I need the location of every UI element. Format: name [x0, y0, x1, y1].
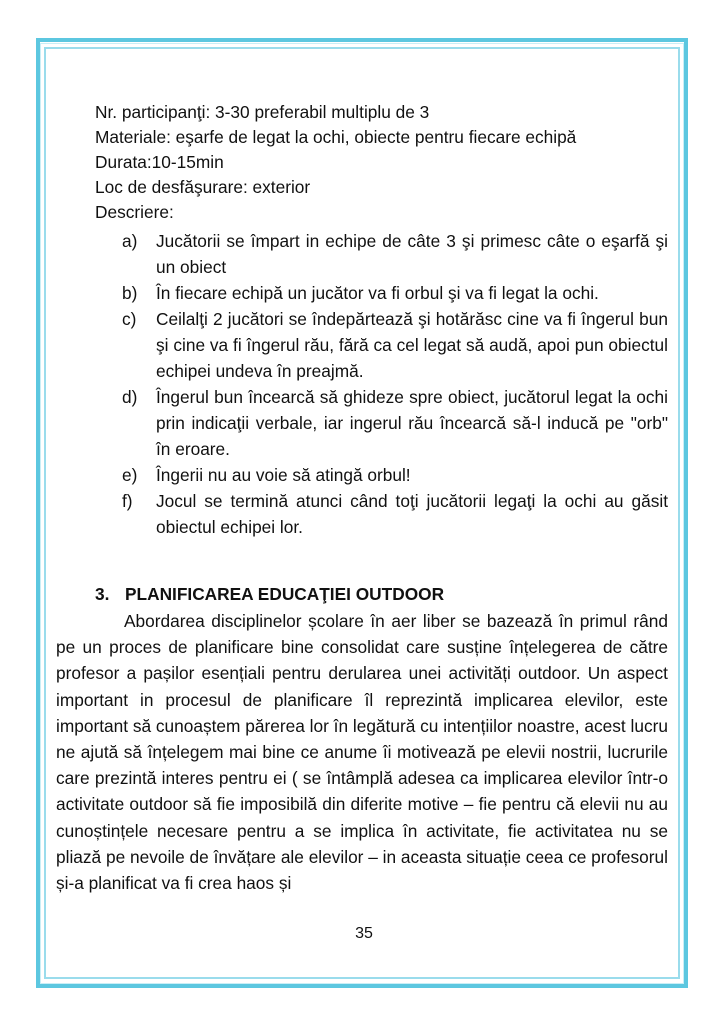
steps-list: [122, 228, 668, 540]
list-item-text: Îngerii nu au voie să atingă orbul!: [156, 465, 411, 485]
participants-line: Nr. participanţi: 3-30 preferabil multiplu de 3: [95, 102, 430, 122]
list-marker: d): [122, 387, 138, 407]
list-marker: a): [122, 231, 138, 251]
list-item: [122, 228, 668, 280]
section-paragraph: Abordarea disciplinelor școlare în aer liber se bazează în primul rând pe un proces de planificare bine consolidat care susține înțelegerea de către profesor a pașilor esențiali pentru derularea unei activități outdoor. Un aspect important in procesul de planificare îl reprezintă implicarea elevilor, este important să cunoaștem părerea lor în legătură cu intențiilor noastre, acest lucru ne ajută să înțelegem mai bine ce anume îi motivează pe elevii nostrii, lucrurile care prezintă interes pentru ei ( se întâmplă adesea ca implicarea elevilor într-o activitate outdoor să fie imposibilă din diferite motive – fie pentru că elevii nu au cunoștințele necesare pentru a se implica în activitate, fie activitatea nu se pliază pe nevoile de învățare ale elevilor – in aceasta situație ceea ce profesorul și-a planificat va fi crea haos și: [56, 611, 668, 894]
materials-line: Materiale: eşarfe de legat la ochi, obiecte pentru fiecare echipă: [95, 127, 577, 147]
section-heading: [95, 584, 444, 605]
list-marker: e): [122, 465, 138, 485]
list-item-text: În fiecare echipă un jucător va fi orbul şi va fi legat la ochi.: [156, 283, 599, 303]
list-marker: b): [122, 283, 138, 303]
list-item-text: Îngerul bun încearcă să ghideze spre obiect, jucătorul legat la ochi prin indicaţii verbale, iar ingerul rău încearcă să-l inducă pe "orb" în eroare.: [156, 387, 668, 459]
list-item: [122, 488, 668, 540]
page-number: 35: [355, 925, 373, 942]
list-marker: f): [122, 491, 133, 511]
location-line: Loc de desfăşurare: exterior: [95, 177, 311, 197]
list-item: [122, 384, 668, 462]
duration-line: Durata:10-15min: [95, 152, 224, 172]
list-item-text: Ceilalţi 2 jucători se îndepărtează şi hotărăsc cine va fi îngerul bun şi cine va fi îngerul rău, fără ca cel legat să audă, apoi pun obiectul echipei undeva în preajmă.: [156, 309, 668, 381]
list-marker: c): [122, 309, 137, 329]
description-label: Descriere:: [95, 202, 174, 222]
list-item: [122, 280, 668, 306]
section-number: 3.: [95, 584, 110, 604]
section-title: PLANIFICAREA EDUCAŢIEI OUTDOOR: [125, 584, 445, 604]
list-item-text: Jocul se termină atunci când toţi jucătorii legaţi la ochi au găsit obiectul echipei lor.: [156, 491, 668, 537]
list-item: [122, 306, 668, 384]
list-item: [122, 462, 668, 488]
list-item-text: Jucătorii se împart in echipe de câte 3 şi primesc câte o eşarfă şi un obiect: [156, 231, 668, 277]
